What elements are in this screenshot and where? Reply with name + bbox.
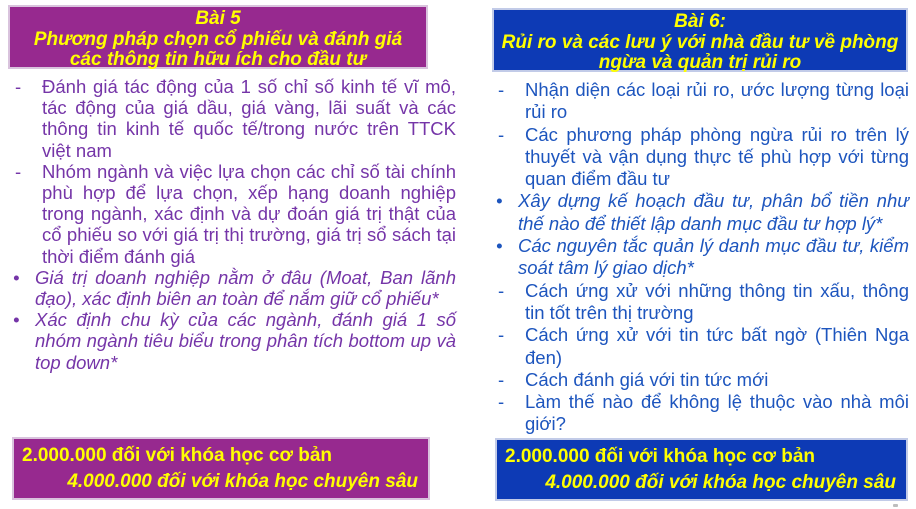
bullet-marker: •: [496, 235, 503, 257]
list-item-text: Nhận diện các loại rủi ro, ước lượng từng loại rủi ro: [525, 79, 909, 123]
list-item: [495, 235, 909, 280]
list-item-text: Xác định chu kỳ của các ngành, đánh giá 1 số nhóm ngành tiêu biểu trong phân tích bottom up và top down*: [35, 309, 456, 373]
list-item: [495, 369, 909, 391]
advanced-course-price: 4.000.000 đối với khóa học chuyên sâu: [67, 471, 418, 492]
list-item-text: Đánh giá tác động của 1 số chỉ số kinh tế vĩ mô, tác động của giá dầu, giá vàng, lãi suất và các thông tin kinh tế quốc tế/trong nước trên TTCK việt nam: [42, 76, 456, 161]
list-item: [495, 391, 909, 436]
lesson5-header: [8, 5, 428, 69]
lesson5-subtitle-line1: Phương pháp chọn cổ phiếu và đánh giá: [33, 28, 403, 50]
list-item: [495, 324, 909, 369]
list-item-text: Các nguyên tắc quản lý danh mục đầu tư, kiểm soát tâm lý giao dịch*: [518, 235, 909, 279]
bullet-marker: -: [498, 79, 505, 100]
lesson6-price-banner: [495, 438, 908, 501]
list-item: [495, 124, 909, 191]
bullet-marker: •: [13, 309, 20, 331]
list-item: [12, 161, 456, 267]
bullet-marker: -: [498, 279, 505, 301]
bullet-marker: -: [498, 391, 505, 413]
bullet-marker: -: [498, 324, 505, 346]
advanced-course-price: 4.000.000 đối với khóa học chuyên sâu: [545, 472, 896, 493]
bullet-marker: -: [498, 368, 505, 390]
basic-course-price: 2.000.000 đối với khóa học cơ bản: [22, 445, 333, 466]
list-item: [12, 76, 456, 161]
lesson5-subtitle-line2: các thông tin hữu ích cho đầu tư: [69, 49, 367, 70]
bullet-marker: -: [15, 76, 22, 97]
list-item-text: Cách đánh giá với tin tức mới: [525, 368, 769, 390]
lesson5-title: Bài 5: [195, 8, 241, 29]
list-item-text: Xây dựng kế hoạch đầu tư, phân bổ tiền như thế nào để thiết lập danh mục đầu tư hợp lý*: [518, 190, 909, 234]
list-item: [495, 190, 909, 235]
lesson5-bullet-list: [12, 76, 456, 373]
lesson6-title: Bài 6:: [674, 11, 726, 32]
basic-course-price: 2.000.000 đối với khóa học cơ bản: [505, 446, 816, 467]
list-item: [12, 267, 456, 309]
list-item: [495, 79, 909, 124]
lesson5-price-banner: [12, 437, 430, 500]
bullet-marker: •: [496, 190, 503, 212]
bullet-marker: -: [498, 123, 505, 145]
list-item: [12, 309, 456, 373]
list-item-text: Nhóm ngành và việc lựa chọn các chỉ số tài chính phù hợp để lựa chọn, xếp hạng doanh nghiệp trong ngành, xác định và dự đoán giá trị thật của cổ phiếu so với giá trị thị trường, giá trị sổ sách tại thời điểm đánh giá: [42, 160, 456, 267]
list-item-text: Cách ứng xử với tin tức bất ngờ (Thiên Nga đen): [525, 324, 909, 368]
corner-mark: [893, 504, 898, 507]
list-item-text: Các phương pháp phòng ngừa rủi ro trên lý thuyết và vận dụng thực tế phù hợp với từng quan điểm đầu tư: [525, 123, 909, 190]
bullet-marker: •: [13, 266, 20, 288]
list-item-text: Cách ứng xử với những thông tin xấu, thông tin tốt trên thị trường: [525, 279, 909, 323]
list-item: [495, 280, 909, 325]
lesson6-header: [492, 8, 908, 72]
list-item-text: Giá trị doanh nghiệp nằm ở đâu (Moat, Ban lãnh đạo), xác định biên an toàn để nắm giữ cổ phiếu*: [35, 266, 456, 310]
list-item-text: Làm thế nào để không lệ thuộc vào nhà môi giới?: [525, 391, 909, 435]
lesson6-subtitle-line2: ngừa và quản trị rủi ro: [598, 52, 802, 73]
lesson6-subtitle-line1: Rủi ro và các lưu ý với nhà đầu tư về phòng: [501, 31, 899, 53]
bullet-marker: -: [15, 160, 22, 182]
lesson6-bullet-list: [495, 79, 909, 436]
